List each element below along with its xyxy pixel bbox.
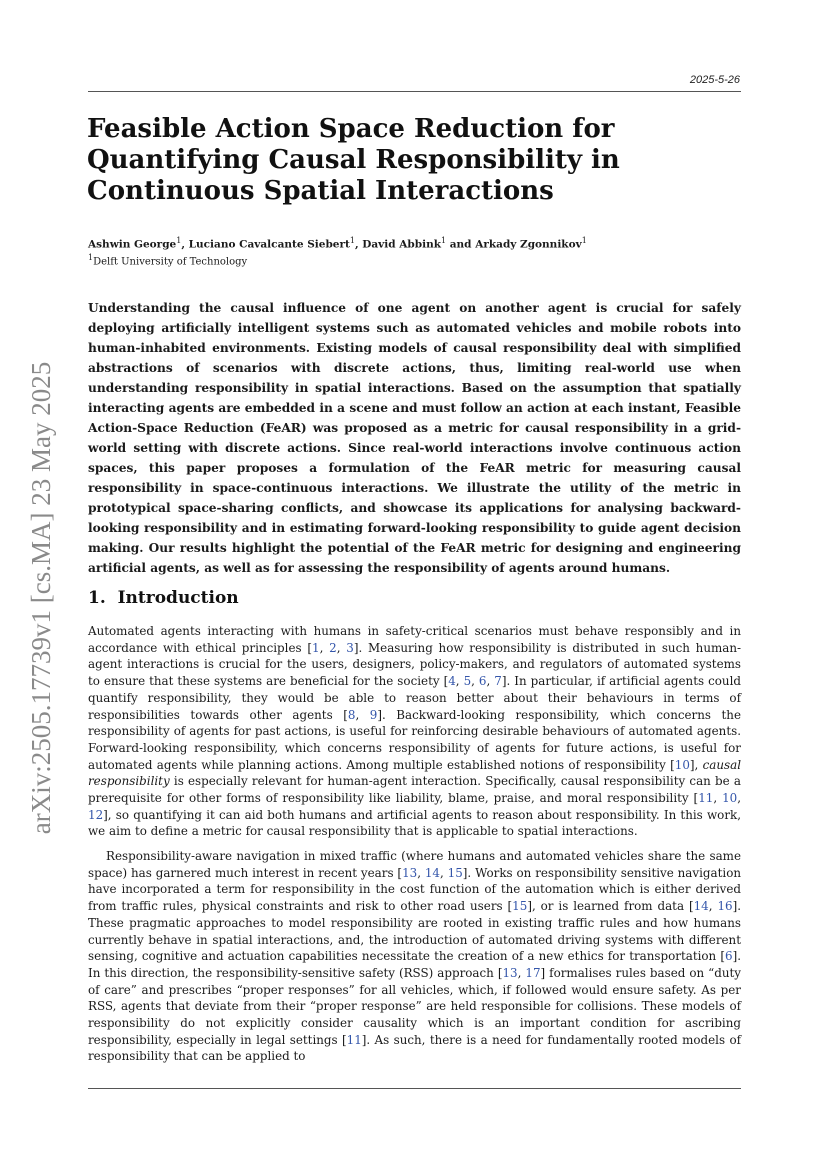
- citation-link[interactable]: 5: [463, 674, 472, 689]
- citation-link[interactable]: 3: [346, 640, 354, 655]
- author-list: [88, 234, 741, 252]
- citation-link[interactable]: 1: [311, 640, 320, 655]
- paragraph-text: ]. Backward-looking responsibility, which concerns the responsibility of agents for past actions, is useful for reinforcing desirable behaviours of automated agents. Forward-looking responsibility, which concerns responsibility of agents for future actions, is useful for automated agents while planning actions. Among multiple established notions of responsibility [: [88, 707, 741, 772]
- author-affiliation-marker: 1: [349, 236, 355, 245]
- paragraph-text: ]. These pragmatic approaches to model responsibility are rooted in existing traffic rules and how humans currently behave in spatial interactions, and, the introduction of automated driving systems with different sensing, cognitive and actuation capabilities necessitate the creation of a new ethics for transportation [: [88, 899, 742, 964]
- paragraph-text: ], or is learned from data [: [527, 899, 694, 914]
- arxiv-identifier: [16, 348, 56, 848]
- paragraph-text: ,: [455, 674, 464, 689]
- author-affiliation-marker: 1: [441, 236, 447, 245]
- abstract: Understanding the causal influence of one agent on another agent is crucial for safely deploying artificially intelligent systems such as automated vehicles and mobile robots into human-inhabited environments. Existing models of causal responsibility deal with simplified abstractions of scenarios with discrete actions, thus, limiting real-world use when understanding responsibility in spatial interactions. Based on the assumption that spatially interacting agents are embedded in a scene and must follow an action at each instant, Feasible Action-Space Reduction (FeAR) was proposed as a metric for causal responsibility in a grid-world setting with discrete actions. Since real-world interactions involve continuous action spaces, this paper proposes a formulation of the FeAR metric for measuring causal responsibility in space-continuous interactions. We illustrate the utility of the metric in prototypical space-sharing conflicts, and showcase its applications for analysing backward-looking responsibility and in estimating forward-looking responsibility to guide agent decision making. Our results highlight the potential of the FeAR metric for designing and engineering artificial agents, as well as for assessing the responsibility of agents around humans.: [88, 301, 741, 575]
- author-affiliation-marker: 1: [176, 236, 182, 245]
- paragraph-text: Automated agents interacting with humans in safety-critical scenarios must behave responsibly and in accordance with ethical principles [: [88, 624, 741, 655]
- intro-paragraph-2: [88, 848, 741, 1065]
- citation-link[interactable]: 16: [717, 899, 733, 914]
- author-name: Luciano Cavalcante Siebert: [188, 238, 350, 251]
- paragraph-text: ,: [486, 674, 495, 689]
- author-name: Arkady Zgonnikov: [475, 238, 582, 251]
- citation-link[interactable]: 13: [502, 965, 518, 980]
- citation-link[interactable]: 8: [347, 707, 356, 722]
- paragraph-text: ,: [417, 865, 425, 880]
- citation-link[interactable]: 15: [512, 899, 528, 914]
- paragraph-text: ,: [355, 707, 370, 722]
- emphasis-text: causal responsibility: [88, 757, 741, 789]
- section-heading: [88, 587, 741, 609]
- citation-link[interactable]: 11: [698, 791, 714, 806]
- citation-link[interactable]: 17: [525, 965, 541, 980]
- citation-link[interactable]: 11: [346, 1032, 362, 1047]
- paragraph-text: ,: [713, 791, 723, 806]
- paragraph-text: ,: [319, 640, 330, 655]
- author-separator: and: [446, 238, 476, 251]
- paragraph-text: ,: [517, 965, 526, 980]
- citation-link[interactable]: 13: [402, 865, 418, 880]
- paragraph-text: ,: [336, 640, 347, 655]
- arxiv-identifier-text: arXiv:2505.17739v1 [cs.MA] 23 May 2025: [26, 361, 56, 835]
- paper-title: Feasible Action Space Reduction for Quantifying Causal Responsibility in Continuous Spatial Interactions: [87, 114, 620, 206]
- citation-link[interactable]: 7: [494, 674, 502, 689]
- paragraph-text: ]. In this direction, the responsibility-sensitive safety (RSS) approach [: [88, 949, 741, 980]
- citation-link[interactable]: 10: [722, 791, 738, 806]
- paragraph-text: Responsibility-aware navigation in mixed traffic (where humans and automated vehicles share the same space) has garnered much interest in recent years [: [88, 849, 741, 880]
- intro-paragraph-1: [88, 623, 741, 840]
- paragraph-text: ,: [737, 791, 741, 806]
- paragraph-text: ],: [689, 757, 703, 772]
- footer-rule: [88, 1088, 741, 1089]
- paragraph-text: ]. In particular, if artificial agents could quantify responsibility, they would be able to reason better about their behaviours in terms of responsibilities towards other agents [: [88, 674, 741, 722]
- paragraph-text: ]. Works on responsibility sensitive navigation have incorporated a term for responsibility in the cost function of the automation which is either derived from traffic rules, physical constraints and risk to other road users [: [88, 865, 742, 914]
- affiliation: [88, 251, 741, 269]
- affiliation-marker: 1: [88, 253, 94, 262]
- paragraph-text: ] formalises rules based on “duty of care” and prescribes “proper responses” for all vehicles, which, if followed would ensure safety. As per RSS, agents that deviate from their “proper response” are held responsible for collisions. These models of responsibility do not explicitly consider causality which is an important condition for ascribing responsibility, especially in legal settings [: [88, 965, 742, 1047]
- paragraph-text: ,: [708, 899, 718, 914]
- section-title: Introduction: [117, 588, 239, 608]
- paragraph-text: ,: [471, 674, 479, 689]
- header-date: 2025-5-26: [689, 74, 740, 86]
- paragraph-text: ], so quantifying it can aid both humans and artificial agents to reason about responsibility. In this work, we aim to define a metric for causal responsibility that is applicable to spatial interactions.: [88, 807, 741, 839]
- citation-link[interactable]: 15: [447, 865, 463, 880]
- paragraph-text: is especially relevant for human-agent interaction. Specifically, causal responsibility can be a prerequisite for other forms of responsibility like liability, blame, praise, and moral responsibility [: [88, 774, 741, 806]
- citation-link[interactable]: 12: [88, 807, 104, 822]
- citation-link[interactable]: 9: [369, 707, 378, 722]
- citation-link[interactable]: 14: [693, 899, 709, 914]
- citation-link[interactable]: 10: [674, 757, 690, 772]
- author-name: David Abbink: [362, 238, 441, 251]
- citation-link[interactable]: 2: [329, 640, 337, 655]
- affiliation-name: Delft University of Technology: [93, 256, 248, 268]
- paragraph-text: ]. Measuring how responsibility is distributed in such human-agent interactions is crucial for the users, designers, policy-makers, and regulators of automated systems to ensure that these systems are beneficial for the society [: [88, 640, 742, 689]
- author-affiliation-marker: 1: [581, 236, 587, 245]
- author-name: Ashwin George: [88, 238, 177, 251]
- section-number: 1.: [88, 588, 106, 608]
- paragraph-text: ,: [440, 865, 448, 880]
- citation-link[interactable]: 14: [424, 865, 440, 880]
- author-separator: ,: [354, 238, 363, 251]
- citation-link[interactable]: 6: [478, 674, 487, 689]
- paragraph-text: ]. As such, there is a need for fundamentally rooted models of responsibility that can be applied to: [88, 1032, 742, 1064]
- citation-link[interactable]: 6: [725, 949, 733, 964]
- author-separator: ,: [181, 238, 189, 251]
- header-rule: [88, 91, 741, 92]
- citation-link[interactable]: 4: [448, 674, 456, 689]
